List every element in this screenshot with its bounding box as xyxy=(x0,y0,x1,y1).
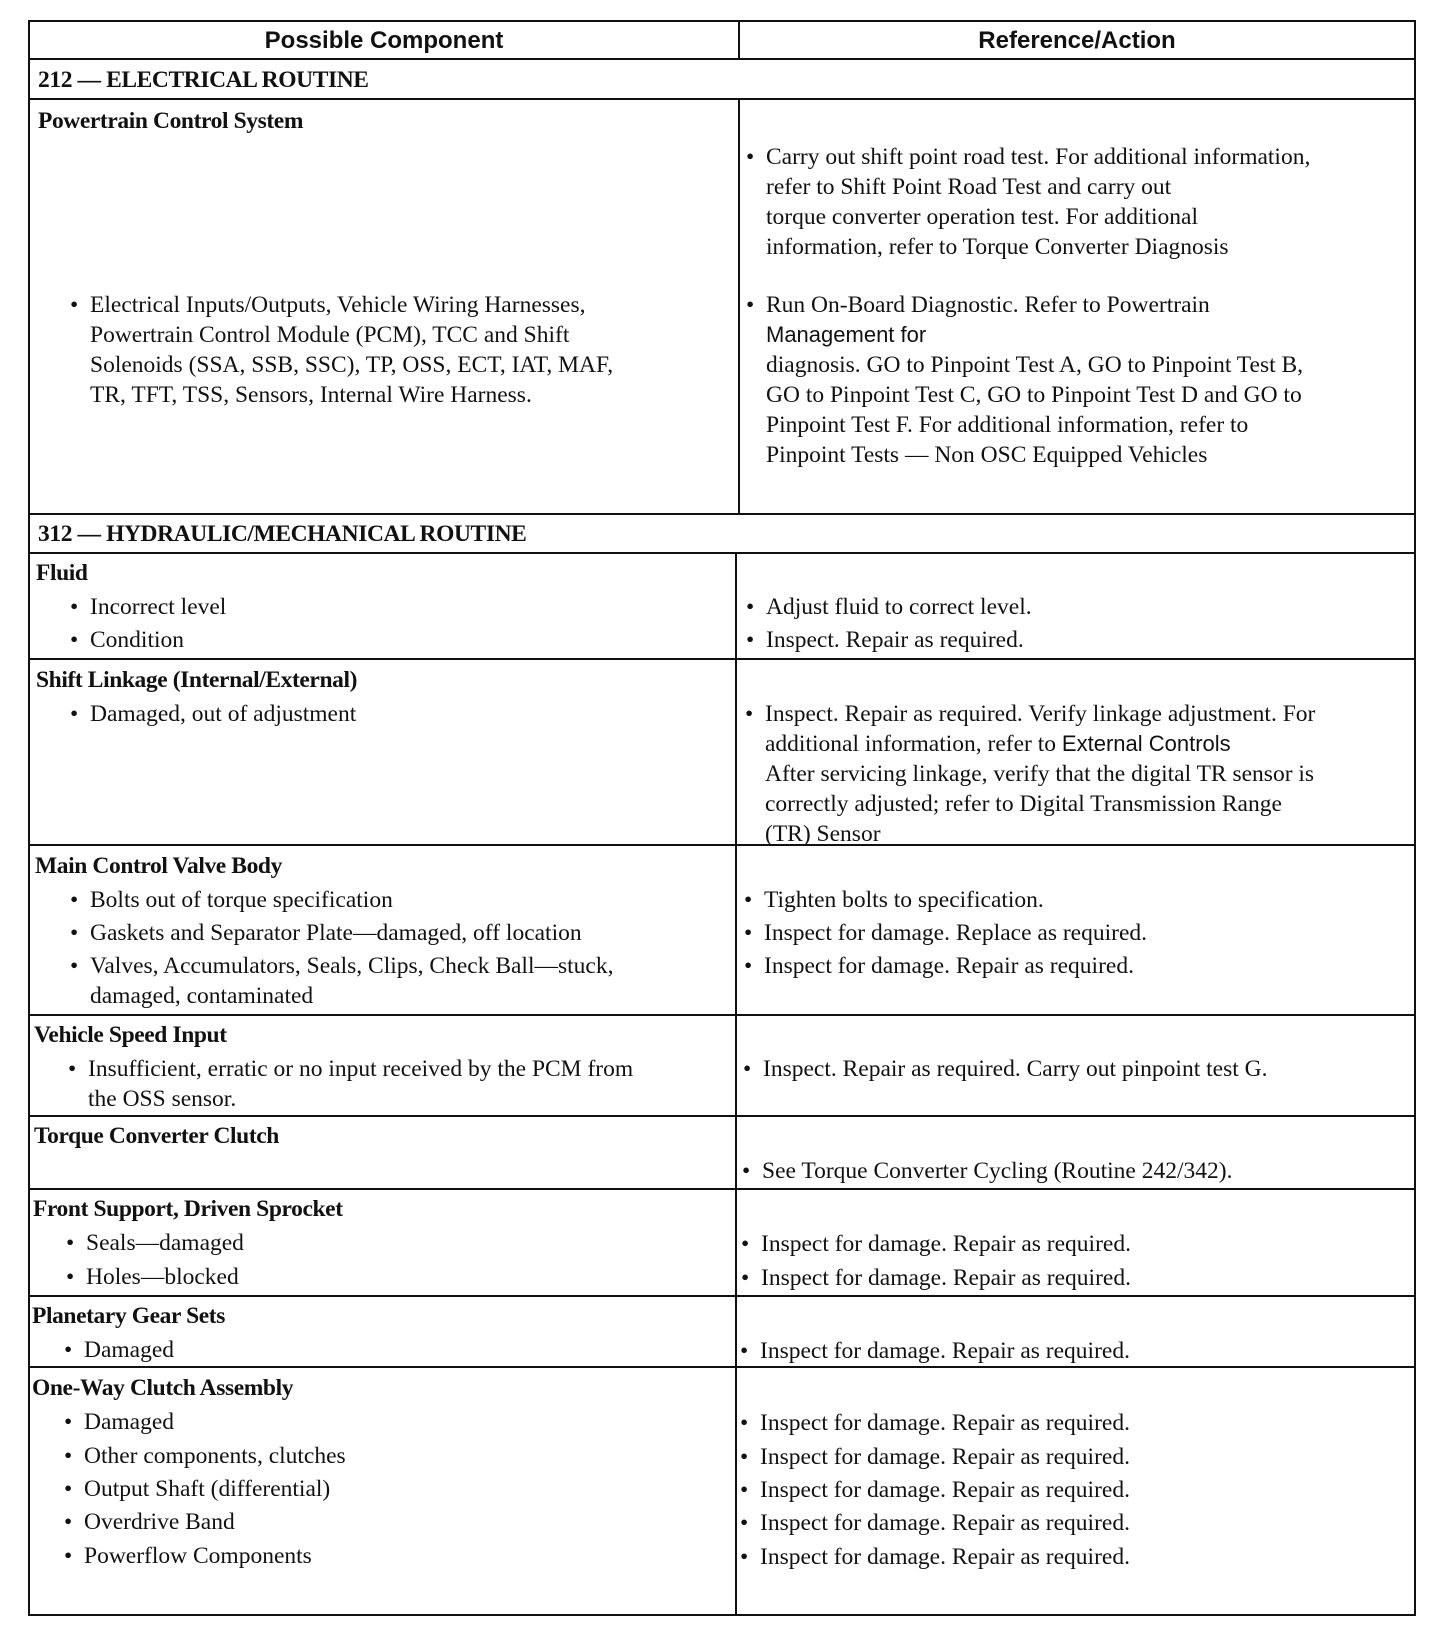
front-action-holes: • Inspect for damage. Repair as required. xyxy=(741,1263,1131,1293)
speed-item-line: the OSS sensor. xyxy=(88,1086,237,1112)
powertrain-action-onboard-diagnostic xyxy=(746,290,1406,470)
linkage-action-line: (TR) Sensor xyxy=(765,821,881,847)
fluid-item-condition: • Condition xyxy=(70,625,184,655)
linkage-action-text: additional information, refer to xyxy=(765,731,1062,757)
oneway-action-powerflow: • Inspect for damage. Repair as required. xyxy=(740,1542,1130,1572)
powertrain-action2-line: diagnosis. GO to Pinpoint Test A, GO to Pinpoint Test B, xyxy=(766,352,1304,378)
powertrain-action1-line: torque converter operation test. For additional xyxy=(766,204,1199,230)
speed-item-insufficient xyxy=(68,1054,633,1114)
speed-item-line: • Insufficient, erratic or no input received by the PCM from xyxy=(88,1056,634,1082)
fluid-item-incorrect-level: • Incorrect level xyxy=(70,592,226,622)
header-reference-action: Reference/Action xyxy=(978,27,1176,54)
planetary-item-damaged: • Damaged xyxy=(64,1335,174,1365)
powertrain-action1-line: refer to Shift Point Road Test and carry out xyxy=(766,174,1172,200)
group-shift-linkage-title: Shift Linkage (Internal/External) xyxy=(36,667,358,693)
section-electrical-routine: 212 — ELECTRICAL ROUTINE xyxy=(38,67,369,93)
linkage-action-line: After servicing linkage, verify that the digital TR sensor is xyxy=(765,761,1315,787)
rule-tcc-end xyxy=(30,1188,1414,1190)
valve-item-valves-line: • Valves, Accumulators, Seals, Clips, Check Ball—stuck, xyxy=(90,953,614,979)
powertrain-action2-line: • Run On-Board Diagnostic. Refer to Powertrain xyxy=(766,292,1210,318)
rule-hydraulic-heading xyxy=(30,552,1414,554)
group-front-support-title: Front Support, Driven Sprocket xyxy=(33,1196,343,1222)
valve-action-repair: • Inspect for damage. Repair as required. xyxy=(744,951,1134,981)
diagnosis-table xyxy=(28,20,1416,1616)
front-item-seals: • Seals—damaged xyxy=(66,1228,244,1258)
group-one-way-clutch-title: One-Way Clutch Assembly xyxy=(32,1375,294,1401)
oneway-action-damaged: • Inspect for damage. Repair as required. xyxy=(740,1408,1130,1438)
linkage-action-line: • Inspect. Repair as required. Verify linkage adjustment. For xyxy=(765,701,1316,727)
group-vehicle-speed-title: Vehicle Speed Input xyxy=(34,1022,227,1048)
powertrain-action2-line: Pinpoint Tests — Non OSC Equipped Vehicles xyxy=(766,442,1208,468)
valve-action-replace: • Inspect for damage. Replace as required. xyxy=(744,918,1147,948)
powertrain-action2-line: Management for xyxy=(766,322,927,347)
oneway-action-output-shaft: • Inspect for damage. Repair as required. xyxy=(740,1475,1130,1505)
linkage-action-external-controls: External Controls xyxy=(1061,731,1231,756)
oneway-item-powerflow: • Powerflow Components xyxy=(64,1541,312,1571)
powertrain-action2-line: Pinpoint Test F. For additional information, refer to xyxy=(766,412,1249,438)
powertrain-action-road-test xyxy=(746,142,1406,262)
group-valve-body-title: Main Control Valve Body xyxy=(35,853,282,879)
rule-valve-end xyxy=(30,1014,1414,1016)
oneway-action-other-components: • Inspect for damage. Repair as required. xyxy=(740,1442,1130,1472)
group-planetary-title: Planetary Gear Sets xyxy=(32,1303,225,1329)
valve-item-valves-line: damaged, contaminated xyxy=(90,983,314,1009)
tcc-action: • See Torque Converter Cycling (Routine 242/342). xyxy=(742,1156,1232,1186)
powertrain-component-line: Powertrain Control Module (PCM), TCC and Shift xyxy=(90,322,570,348)
valve-item-valves xyxy=(70,951,613,1011)
valve-item-gaskets: • Gaskets and Separator Plate—damaged, off location xyxy=(70,918,582,948)
fluid-action-inspect: • Inspect. Repair as required. xyxy=(746,625,1024,655)
powertrain-component-list xyxy=(70,290,730,410)
group-tcc-title: Torque Converter Clutch xyxy=(34,1123,279,1149)
oneway-item-other-components: • Other components, clutches xyxy=(64,1441,346,1471)
linkage-action-line: correctly adjusted; refer to Digital Transmission Range xyxy=(765,791,1282,817)
fluid-action-adjust: • Adjust fluid to correct level. xyxy=(746,592,1032,622)
speed-action: • Inspect. Repair as required. Carry out pinpoint test G. xyxy=(743,1054,1267,1084)
front-item-holes: • Holes—blocked xyxy=(66,1262,239,1292)
rule-electrical-end xyxy=(30,513,1414,515)
group-powertrain-title: Powertrain Control System xyxy=(38,108,303,134)
powertrain-component-line: Solenoids (SSA, SSB, SSC), TP, OSS, ECT, IAT, MAF, xyxy=(90,352,614,378)
oneway-item-output-shaft: • Output Shaft (differential) xyxy=(64,1474,330,1504)
rule-electrical-heading xyxy=(30,98,1414,100)
rule-front-end xyxy=(30,1295,1414,1297)
column-divider-electrical xyxy=(738,99,740,514)
oneway-item-damaged: • Damaged xyxy=(64,1407,174,1437)
rule-planetary-end xyxy=(30,1366,1414,1368)
header-possible-component: Possible Component xyxy=(264,27,504,54)
linkage-action-line-ref xyxy=(765,729,1410,759)
group-fluid-title: Fluid xyxy=(36,560,88,586)
front-action-seals: • Inspect for damage. Repair as required. xyxy=(741,1229,1131,1259)
powertrain-component-line: • Electrical Inputs/Outputs, Vehicle Wiring Harnesses, xyxy=(90,292,586,318)
valve-item-bolts: • Bolts out of torque specification xyxy=(70,885,393,915)
linkage-action xyxy=(745,699,1410,849)
planetary-action: • Inspect for damage. Repair as required. xyxy=(740,1336,1130,1366)
section-hydraulic-routine: 312 — HYDRAULIC/MECHANICAL ROUTINE xyxy=(38,521,527,547)
rule-speed-end xyxy=(30,1115,1414,1117)
valve-action-tighten: • Tighten bolts to specification. xyxy=(744,885,1044,915)
powertrain-action1-line: information, refer to Torque Converter Diagnosis xyxy=(766,234,1229,260)
powertrain-action2-line: GO to Pinpoint Test C, GO to Pinpoint Test D and GO to xyxy=(766,382,1302,408)
powertrain-action1-line: • Carry out shift point road test. For additional information, xyxy=(766,144,1311,170)
oneway-item-overdrive-band: • Overdrive Band xyxy=(64,1507,235,1537)
column-divider-hydraulic xyxy=(735,553,737,1616)
oneway-action-overdrive-band: • Inspect for damage. Repair as required. xyxy=(740,1508,1130,1538)
rule-fluid-end xyxy=(30,658,1414,660)
powertrain-component-line: TR, TFT, TSS, Sensors, Internal Wire Harness. xyxy=(90,382,532,408)
linkage-item-damaged: • Damaged, out of adjustment xyxy=(70,699,356,729)
